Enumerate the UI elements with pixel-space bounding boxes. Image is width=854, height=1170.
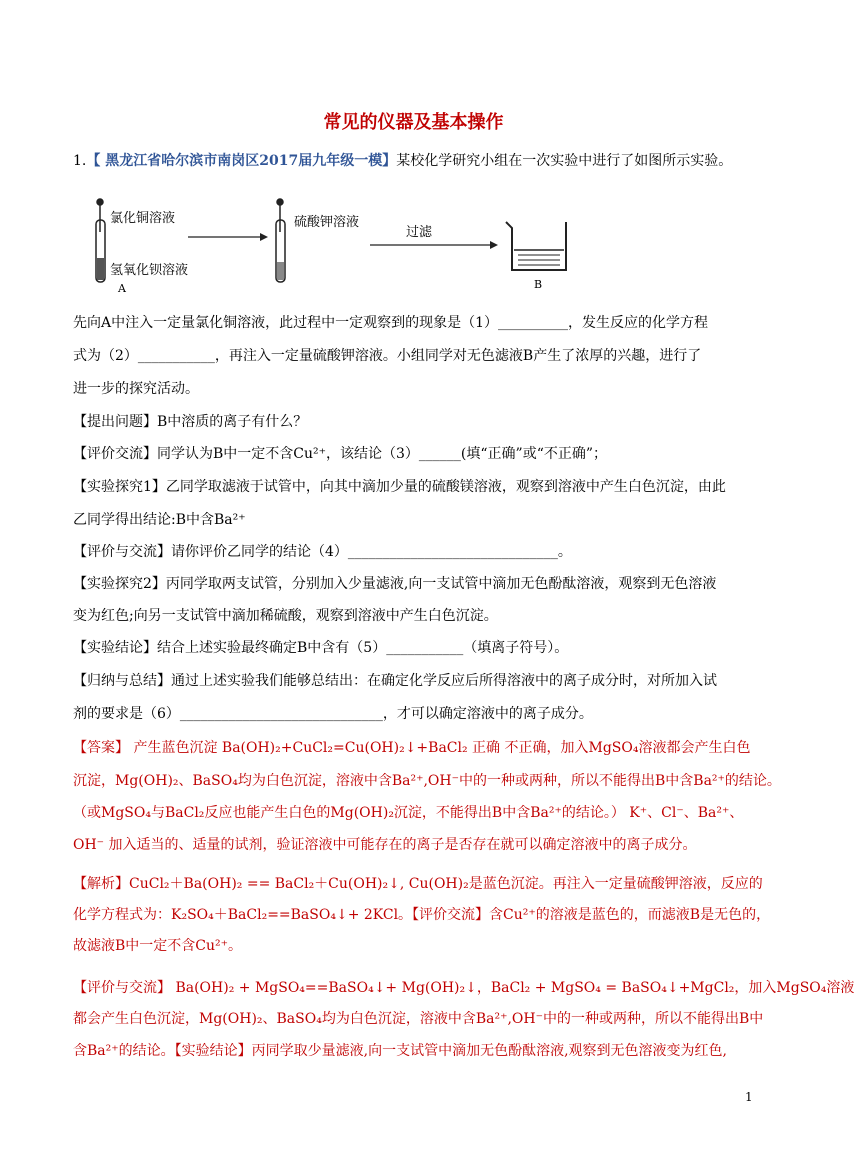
- label-baoh: 氢氧化钡溶液: [110, 263, 189, 278]
- answer-line: 沉淀，Mg(OH)₂、BaSO₄均为白色沉淀，溶液中含Ba²⁺,OH⁻中的一种或两种，所以不能得出B中含Ba²⁺的结论。: [73, 773, 781, 789]
- test-tube-a: [96, 199, 105, 282]
- experiment-diagram: [88, 192, 588, 298]
- body-line: 【评价交流】同学认为B中一定不含Cu²⁺，该结论（3）______(填“正确”或“不正确”；: [73, 446, 608, 462]
- experiment-figure: [88, 192, 588, 298]
- label-k2so4: 硫酸钾溶液: [294, 215, 360, 230]
- body-line: 进一步的探究活动。: [73, 381, 199, 397]
- page-number: 1: [745, 1090, 753, 1104]
- body-line: 【提出问题】B中溶质的离子有什么？: [73, 414, 308, 430]
- eval-line: 【评价与交流】 Ba(OH)₂ + MgSO₄==BaSO₄↓+ Mg(OH)₂↓，BaCl₂ + MgSO₄ = BaSO₄↓+MgCl₂，加入MgSO₄溶液: [73, 980, 854, 996]
- body-line: 【评价与交流】请你评价乙同学的结论（4）______________________________。: [73, 544, 572, 560]
- body-line: 式为（2）___________，再注入一定量硫酸钾溶液。小组同学对无色滤液B产生了浓厚的兴趣，进行了: [73, 348, 702, 364]
- page-title: 常见的仪器及基本操作: [323, 112, 504, 133]
- label-filter: 过滤: [406, 225, 433, 240]
- eval-line: 含Ba²⁺的结论。【实验结论】丙同学取少量滤液,向一支试管中滴加无色酚酞溶液,观察到无色溶液变为红色,: [73, 1043, 727, 1059]
- body-line: 乙同学得出结论:B中含Ba²⁺: [73, 512, 246, 528]
- body-line: 【实验探究2】丙同学取两支试管，分别加入少量滤液,向一支试管中滴加无色酚酞溶液，观察到无色溶液: [73, 576, 717, 592]
- question-number: 1.: [73, 153, 87, 169]
- body-line: 【实验探究1】乙同学取滤液于试管中，向其中滴加少量的硫酸镁溶液，观察到溶液中产生白色沉淀，由此: [73, 479, 726, 495]
- answer-line: 【答案】 产生蓝色沉淀 Ba(OH)₂+CuCl₂=Cu(OH)₂↓+BaCl₂ 正确 不正确，加入MgSO₄溶液都会产生白色: [73, 740, 751, 756]
- analysis-line: 【解析】CuCl₂＋Ba(OH)₂ == BaCl₂＋Cu(OH)₂↓, Cu(OH)₂是蓝色沉淀。再注入一定量硫酸钾溶液，反应的: [73, 876, 763, 892]
- arrow-2-head: [490, 241, 498, 249]
- question-1-header: [73, 150, 763, 170]
- eval-line: 都会产生白色沉淀，Mg(OH)₂、BaSO₄均为白色沉淀，溶液中含Ba²⁺,OH⁻中的一种或两种，所以不能得出B中: [73, 1011, 764, 1027]
- answer-line: OH⁻ 加入适当的、适量的试剂，验证溶液中可能存在的离子是否存在就可以确定溶液中的离子成分。: [73, 837, 697, 853]
- label-cucl2: 氯化铜溶液: [110, 211, 176, 226]
- question-source: 【 黑龙江省哈尔滨市南岗区2017届九年级一模】: [86, 153, 397, 169]
- test-tube-2: [276, 199, 285, 282]
- label-a: A: [118, 282, 126, 295]
- answer-line: （或MgSO₄与BaCl₂反应也能产生白色的Mg(OH)₂沉淀，不能得出B中含Ba²⁺的结论。） K⁺、Cl⁻、Ba²⁺、: [73, 805, 744, 821]
- beaker-b: [506, 222, 566, 270]
- arrow-1-head: [260, 233, 268, 241]
- body-line: 【实验结论】结合上述实验最终确定B中含有（5）___________（填离子符号）。: [73, 640, 569, 656]
- label-b: B: [534, 278, 543, 291]
- body-line: 变为红色;向另一支试管中滴加稀硫酸，观察到溶液中产生白色沉淀。: [73, 608, 498, 624]
- analysis-line: 故滤液B中一定不含Cu²⁺。: [73, 938, 243, 954]
- analysis-line: 化学方程式为：K₂SO₄＋BaCl₂==BaSO₄↓+ 2KCl。【评价交流】含Cu²⁺的溶液是蓝色的，而滤液B是无色的，: [73, 907, 771, 923]
- question-intro: 某校化学研究小组在一次实验中进行了如图所示实验。: [396, 153, 733, 169]
- body-line: 先向A中注入一定量氯化铜溶液，此过程中一定观察到的现象是（1）__________，发生反应的化学方程: [73, 315, 709, 331]
- body-line: 【归纳与总结】通过上述实验我们能够总结出：在确定化学反应后所得溶液中的离子成分时，对所加入试: [73, 673, 717, 689]
- body-line: 剂的要求是（6）_____________________________，才可以确定溶液中的离子成分。: [73, 706, 593, 722]
